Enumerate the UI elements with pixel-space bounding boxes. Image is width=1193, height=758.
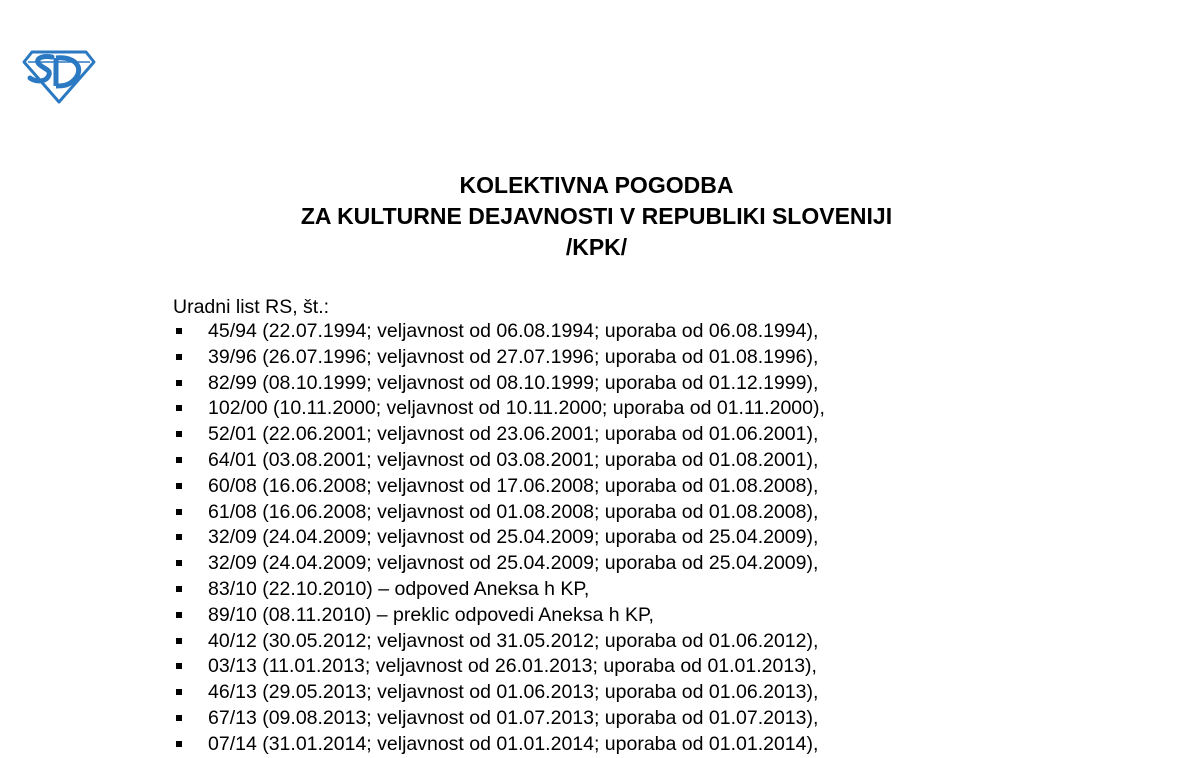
gazette-reference-heading: Uradni list RS, št.:	[173, 296, 330, 318]
list-item-text: 52/01 (22.06.2001; veljavnost od 23.06.2001; uporaba od 01.06.2001),	[208, 423, 819, 446]
bullet-icon	[176, 663, 182, 669]
list-item-text: 07/14 (31.01.2014; veljavnost od 01.01.2014; uporaba od 01.01.2014),	[208, 732, 819, 755]
list-item-text: 64/01 (03.08.2001; veljavnost od 03.08.2001; uporaba od 01.08.2001),	[208, 448, 819, 471]
list-item-text: 89/10 (08.11.2010) – preklic odpovedi Aneksa h KP,	[208, 603, 654, 626]
bullet-icon	[176, 405, 182, 411]
bullet-icon	[176, 612, 182, 618]
list-item-text: 61/08 (16.06.2008; veljavnost od 01.08.2008; uporaba od 01.08.2008),	[208, 500, 819, 523]
bullet-icon	[176, 509, 182, 515]
list-item-text: 83/10 (22.10.2010) – odpoved Aneksa h KP,	[208, 577, 590, 600]
list-item-text: 03/13 (11.01.2013; veljavnost od 26.01.2013; uporaba od 01.01.2013),	[208, 655, 817, 678]
bullet-icon	[176, 354, 182, 360]
list-item-text: 45/94 (22.07.1994; veljavnost od 06.08.1994; uporaba od 06.08.1994),	[208, 320, 819, 342]
bullet-icon	[176, 689, 182, 695]
bullet-icon	[176, 534, 182, 540]
bullet-icon	[176, 638, 182, 644]
list-item-text: 67/13 (09.08.2013; veljavnost od 01.07.2013; uporaba od 01.07.2013),	[208, 706, 819, 729]
bullet-icon	[176, 380, 182, 386]
bullet-icon	[176, 715, 182, 721]
bullet-icon	[176, 560, 182, 566]
document-title	[0, 170, 1193, 263]
bullet-icon	[176, 586, 182, 592]
list-item-text: 40/12 (30.05.2012; veljavnost od 31.05.2012; uporaba od 01.06.2012),	[208, 629, 819, 652]
list-item-text: 46/13 (29.05.2013; veljavnost od 01.06.2013; uporaba od 01.06.2013),	[208, 681, 819, 704]
list-item-text: 82/99 (08.10.1999; veljavnost od 08.10.1999; uporaba od 01.12.1999),	[208, 371, 819, 394]
list-item-text: 32/09 (24.04.2009; veljavnost od 25.04.2009; uporaba od 25.04.2009),	[208, 552, 819, 575]
list-item-text: 60/08 (16.06.2008; veljavnost od 17.06.2008; uporaba od 01.08.2008),	[208, 474, 819, 497]
list-item-text: 39/96 (26.07.1996; veljavnost od 27.07.1996; uporaba od 01.08.1996),	[208, 345, 819, 368]
title-line-3: /KPK/	[565, 234, 628, 260]
sd-logo-icon	[22, 48, 96, 104]
bullet-icon	[176, 741, 182, 747]
title-line-1: KOLEKTIVNA POGODBA	[459, 172, 734, 198]
title-line-2: ZA KULTURNE DEJAVNOSTI V REPUBLIKI SLOVENIJI	[300, 203, 893, 229]
bullet-icon	[176, 483, 182, 489]
bullet-icon	[176, 457, 182, 463]
bullet-icon	[176, 431, 182, 437]
bullet-icon	[176, 328, 182, 334]
list-item-text: 102/00 (10.11.2000; veljavnost od 10.11.2000; uporaba od 01.11.2000),	[208, 397, 825, 420]
list-item-text: 32/09 (24.04.2009; veljavnost od 25.04.2009; uporaba od 25.04.2009),	[208, 526, 819, 549]
